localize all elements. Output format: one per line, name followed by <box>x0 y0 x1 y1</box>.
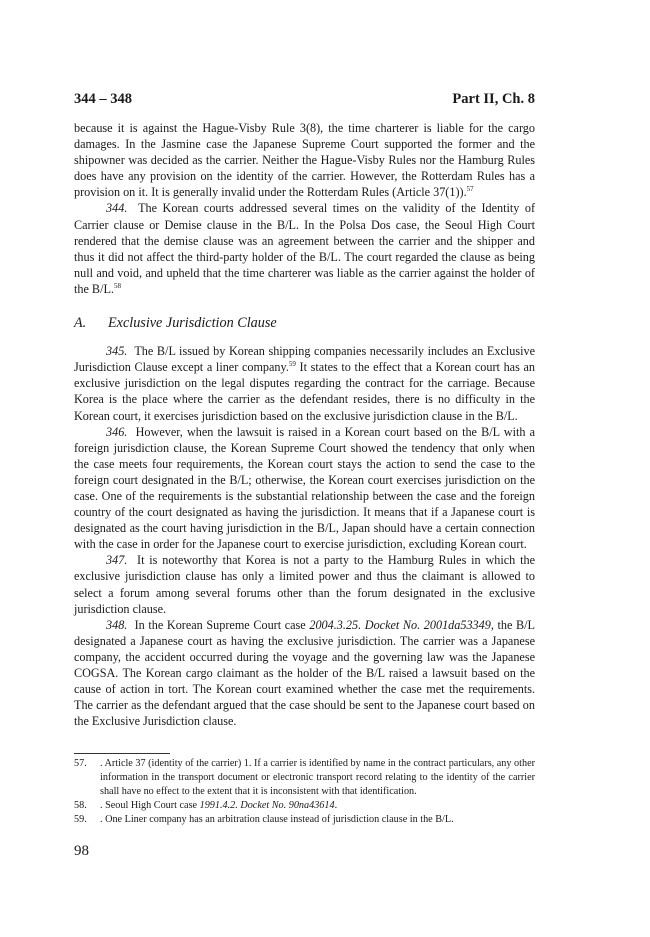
section-heading <box>74 315 535 331</box>
footnote-58 <box>74 799 535 813</box>
paragraph-346: 346. However, when the lawsuit is raised in a Korean court based on the B/L with a foreign jurisdiction clause, the Korean Supreme Court showed the tendency that only when the case meets four requirements, the Korean court stays the action to send the case to the foreign court designated in the B/L; otherwise, the Korean court exercises jurisdiction on the case. One of the requirements is the substantial relationship between the case and the foreign country of the court designated as having the jurisdiction. It means that if a Japanese court is designated as the court having jurisdiction in the B/L, Japan should have a certain connection with the case in order for the Japanese court to exercise jurisdiction, excluding Korean court. <box>74 424 535 552</box>
case-citation: 2004.3.25. Docket No. 2001da53349, <box>309 617 494 632</box>
footnote-number: 59. <box>74 814 87 825</box>
footnotes <box>74 753 535 827</box>
paragraph-348: 348. In the Korean Supreme Court case 2004.3.25. Docket No. 2001da53349, the B/L designated a Japanese court as having the exclusive jurisdiction. The carrier was a Japanese company, the accident occurred during the voyage and the governing law was the Japanese COGSA. The Korean cargo claimant as the holder of the B/L raised a lawsuit based on the cause of action in tort. The Korean court examined whether the case met the requirements. The carrier as the defendant argued that the case should be sent to the Japanese court based on the Exclusive Jurisdiction clause. <box>74 617 535 729</box>
footnote-text: . Seoul High Court case 1991.4.2. Docket No. 90na43614. <box>100 800 338 811</box>
running-header <box>74 91 535 108</box>
header-paragraph-range: 344 – 348 <box>74 91 132 107</box>
section-title: Exclusive Jurisdiction Clause <box>108 315 277 332</box>
paragraph-number: 348. <box>106 617 128 632</box>
paragraph-number: 346. <box>106 424 128 439</box>
section-letter: A. <box>74 315 87 332</box>
paragraph-344: 344. The Korean courts addressed several times on the validity of the Identity of Carrier clause or Demise clause in the B/L. In the Polsa Dos case, the Seoul High Court rendered that the demise clause was an agreement between the carrier and the shipper and thus it did not affect the third-party holder of the B/L. The court regarded the clause as being null and void, and upheld that the time charterer was liable as the carrier against the holder of the B/L.$^{58}$ <box>74 201 536 296</box>
page-number: 98 <box>74 843 89 859</box>
body-text <box>74 120 535 729</box>
footnote-number: 58. <box>74 800 87 811</box>
paragraph-number: 347. <box>106 553 128 568</box>
paragraph-345: 345. The B/L issued by Korean shipping companies necessarily includes an Exclusive Jurisdiction Clause except a liner company.$^{59}$ It states to the effect that a Korean court has an exclusive jurisdiction on the legal disputes regarding the contract for the carriage. Because Korea is the place where the carrier as the defendant resides, there is no difficulty in the Korean court, it exercises jurisdiction based on the exclusive jurisdiction clause in the B/L. <box>74 344 535 423</box>
footnote-text: . One Liner company has an arbitration clause instead of jurisdiction clause in the B/L. <box>100 814 454 825</box>
paragraph-number: 344. <box>106 201 128 216</box>
footnote-57 <box>74 757 535 799</box>
case-citation: 1991.4.2. Docket No. 90na43614 <box>199 800 335 811</box>
footnote-number: 57. <box>74 758 87 769</box>
footnote-text: . Article 37 (identity of the carrier) 1. If a carrier is identified by name in the contract particulars, any other information in the transport document or electronic transport record relating to the identity of the carrier shall have no effect to the extent that it is inconsistent with that identification. <box>100 758 535 797</box>
header-chapter: Part II, Ch. 8 <box>452 91 535 107</box>
paragraph-347: 347. It is noteworthy that Korea is not a party to the Hamburg Rules in which the exclusive jurisdiction clause has only a limited power and thus the claimant is allowed to select a forum among several forums other than the forum designated in the exclusive jurisdiction clause. <box>74 553 535 616</box>
footnote-divider <box>74 753 170 754</box>
footnote-ref-58[interactable]: 58 <box>113 281 121 290</box>
paragraph-intro: because it is against the Hague-Visby Rule 3(8), the time charterer is liable for the cargo damages. In the Jasmine case the Japanese Supreme Court supported the former and the shipowner was decided as the carrier. Neither the Hague-Visby Rules nor the Hamburg Rules does have any provision on the identity of the carrier. However, the Rotterdam Rules has a provision on it. It is generally invalid under the Rotterdam Rules (Article 37(1)).$^{57}$ <box>74 121 535 200</box>
footnote-59 <box>74 813 535 827</box>
paragraph-number: 345. <box>106 344 128 359</box>
footnote-ref-57[interactable]: 57 <box>466 185 474 194</box>
footnote-ref-59[interactable]: 59 <box>288 360 296 369</box>
